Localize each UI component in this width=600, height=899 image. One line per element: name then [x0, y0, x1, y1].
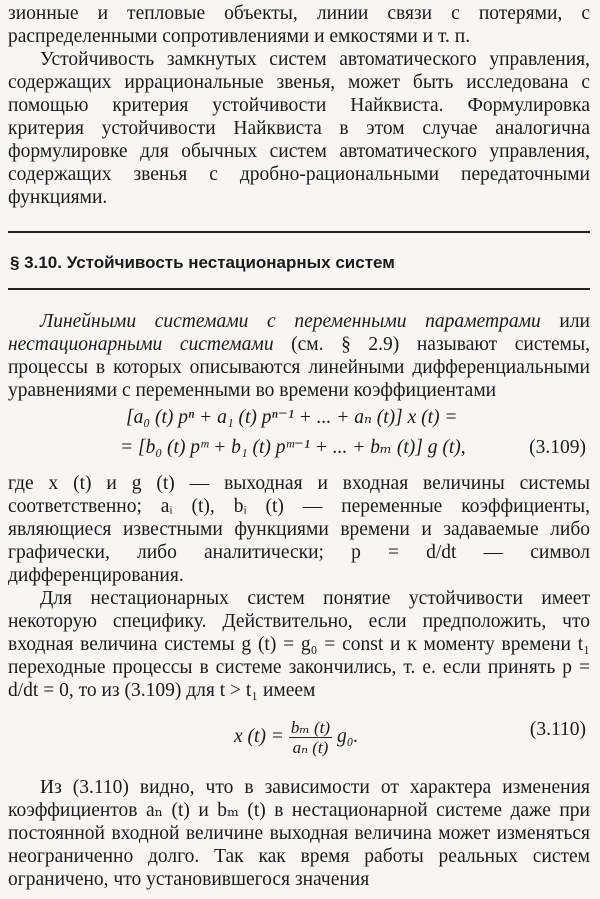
eq2-rhs: g₀. — [336, 725, 359, 747]
equation-3-110-body — [234, 718, 358, 757]
equation-number-3-110: (3.110) — [529, 719, 586, 740]
paragraph-nyquist: Устойчивость замкнутых систем автоматического управления, содержащих иррациональные звенья, может быть исследована с помощью критерия устойчивости Найквиста. Формулировка критерия устойчивости Найквиста в этом случае аналогична формулировке для обычных систем автоматического управления, содержащих звенья с дробно-рациональными передаточными функциями. — [8, 49, 590, 208]
paragraph-continuation: зионные и тепловые объекты, линии связи с потерями, с распределенными сопротивлениями и емкостями и т. п. — [8, 3, 590, 47]
term-variable-params: Линейными системами с переменными параметрами — [40, 311, 541, 332]
equation-lhs: [a₀ (t) pⁿ + a₁ (t) pⁿ⁻¹ + ... + aₙ (t)] x (t) = — [126, 407, 458, 428]
paragraph-stability: Для нестационарных систем понятие устойчивости имеет некоторую специфику. Действительно, если предположить, что входная величина системы g (t) = g₀ = const и к моменту времени t₁ переходные процессы в системе закончились, т. е. если принять p = d/dt = 0, то из (3.109) для t > t₁ имеем — [8, 588, 590, 701]
eq2-lhs: x (t) = — [234, 725, 284, 747]
section-heading: § 3.10. Устойчивость нестационарных систем — [10, 253, 395, 272]
paragraph-definition — [8, 310, 590, 402]
equation-rhs: = [b₀ (t) pᵐ + b₁ (t) pᵐ⁻¹ + ... + bₘ (t)] g (t), — [120, 437, 466, 458]
eq2-fraction — [289, 718, 332, 757]
equation-3-110 — [8, 708, 590, 756]
equation-3-109-line1 — [8, 406, 590, 436]
term-nonstationary: нестационарными системами — [8, 334, 274, 355]
paragraph-conclusion: Из (3.110) видно, что в зависимости от характера изменения коэффициентов aₙ (t) и bₘ (t) в нестационарной системе даже при постоянной входной величине выходная величина может изменяться неограниченно долго. Так как время работы реальных систем ограничено, что установившегося значения — [8, 777, 590, 890]
equation-number-3-109: (3.109) — [529, 437, 586, 458]
eq2-denominator: aₙ (t) — [292, 738, 329, 757]
definition-rest: (см. § 2.9) называют системы, процессы в которых описываются линейными дифференциальными уравнениями с переменными во времени коэффициентами — [8, 334, 590, 401]
eq2-numerator: bₘ (t) — [290, 718, 331, 737]
equation-3-109-line2 — [8, 436, 590, 466]
paragraph-where: где x (t) и g (t) — выходная и входная величины системы соответственно; aᵢ (t), bᵢ (t) — переменные коэффициенты, являющиеся известными функциями времени и задаваемые либо графически, либо аналитически; p = d/dt — символ дифференцирования. — [8, 473, 590, 586]
conjunction: или — [540, 311, 590, 332]
